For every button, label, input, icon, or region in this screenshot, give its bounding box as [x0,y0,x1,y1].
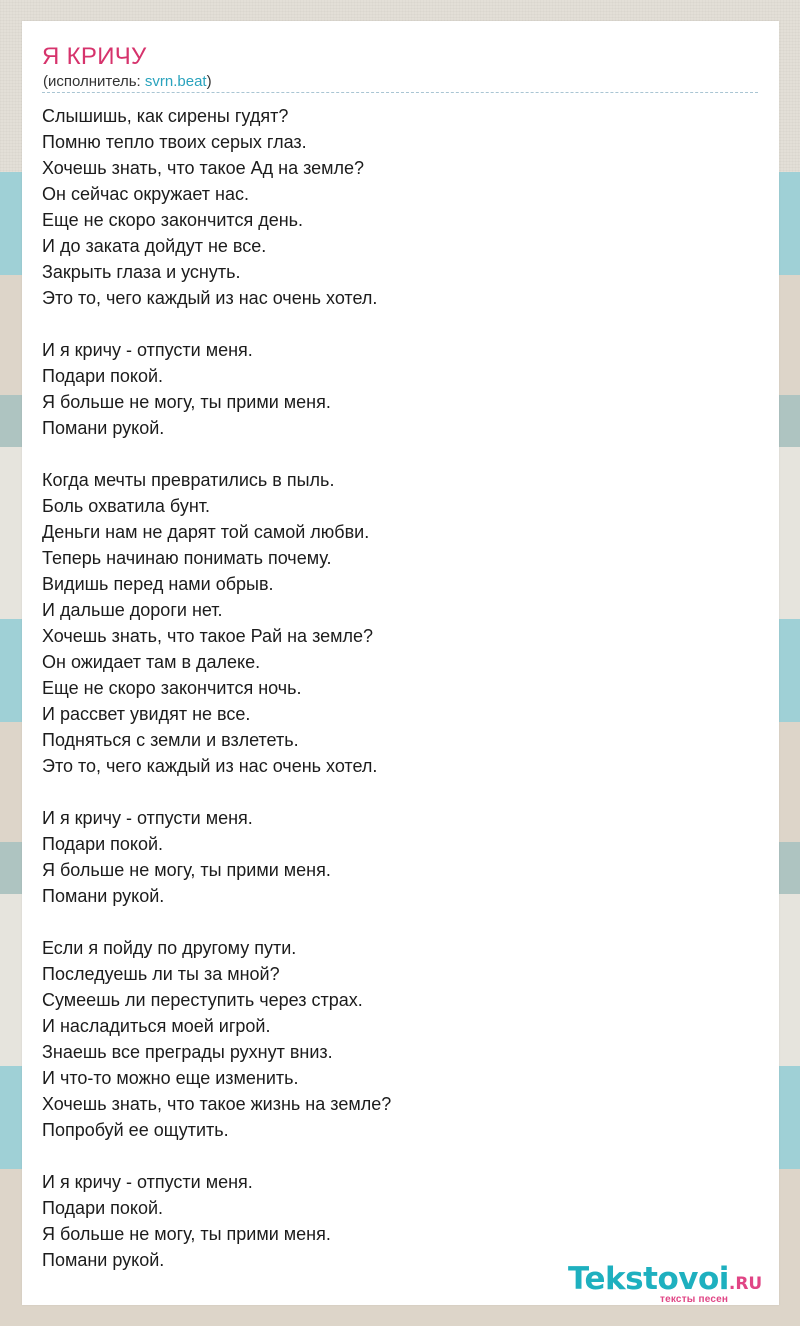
lyric-line: Теперь начинаю понимать почему. [42,548,332,568]
lyric-line: Деньги нам не дарят той самой любви. [42,522,370,542]
lyric-line: Помани рукой. [42,418,165,438]
lyric-line: Боль охватила бунт. [42,496,211,516]
lyric-line: Попробуй ее ощутить. [42,1120,229,1140]
lyrics-stanza [42,805,742,909]
lyric-line: Еще не скоро закончится ночь. [42,678,302,698]
song-title: Я КРИЧУ [42,43,147,70]
lyric-line: Это то, чего каждый из нас очень хотел. [42,756,378,776]
lyric-line: Хочешь знать, что такое Рай на земле? [42,626,374,646]
lyric-line: И я кричу - отпусти меня. [42,808,253,828]
lyric-line: Я больше не могу, ты прими меня. [42,392,331,412]
lyric-line: Хочешь знать, что такое Ад на земле? [42,158,365,178]
lyrics-stanza [42,337,742,441]
artist-prefix: (исполнитель: [43,73,145,90]
lyric-line: И до заката дойдут не все. [42,236,267,256]
logo-name: Tekstovoi [568,1261,729,1297]
artist-link[interactable]: svrn.beat [144,73,207,90]
lyric-line: Это то, чего каждый из нас очень хотел. [42,288,378,308]
lyric-line: Знаешь все преграды рухнут вниз. [42,1042,333,1062]
lyrics-body [42,103,742,1299]
lyric-line: И я кричу - отпусти меня. [42,340,253,360]
lyric-line: Еще не скоро закончится день. [42,210,304,230]
lyric-line: Я больше не могу, ты прими меня. [42,860,331,880]
lyric-line: Помани рукой. [42,886,165,906]
logo-wordmark [568,1261,762,1297]
lyrics-stanza [42,467,742,779]
lyrics-card [22,21,779,1305]
lyric-line: Подари покой. [42,1198,164,1218]
lyric-line: Хочешь знать, что такое жизнь на земле? [42,1094,392,1114]
lyrics-stanza [42,935,742,1143]
lyric-line: И дальше дороги нет. [42,600,223,620]
lyric-line: И что-то можно еще изменить. [42,1068,299,1088]
lyric-line: Закрыть глаза и уснуть. [42,262,241,282]
lyric-line: Помани рукой. [42,1250,165,1270]
lyrics-stanza [42,1169,742,1273]
logo-tagline: тексты песен [660,1294,729,1305]
lyric-line: Слышишь, как сирены гудят? [42,106,289,126]
lyric-line: Видишь перед нами обрыв. [42,574,274,594]
artist-line [43,73,212,90]
artist-suffix: ) [206,73,212,90]
lyric-line: Я больше не могу, ты прими меня. [42,1224,331,1244]
lyric-line: Если я пойду по другому пути. [42,938,297,958]
lyric-line: Подняться с земли и взлететь. [42,730,299,750]
lyric-line: Подари покой. [42,834,164,854]
lyric-line: Сумеешь ли переступить через страх. [42,990,363,1010]
lyric-line: Помню тепло твоих серых глаз. [42,132,307,152]
lyrics-stanza [42,103,742,311]
site-logo[interactable] [568,1261,778,1311]
dashed-divider [42,92,758,93]
lyric-line: И рассвет увидят не все. [42,704,251,724]
lyric-line: Он ожидает там в далеке. [42,652,261,672]
lyric-line: Он сейчас окружает нас. [42,184,249,204]
logo-tld: .RU [728,1274,763,1294]
lyric-line: Последуешь ли ты за мной? [42,964,280,984]
lyric-line: Когда мечты превратились в пыль. [42,470,335,490]
lyric-line: Подари покой. [42,366,164,386]
lyric-line: И я кричу - отпусти меня. [42,1172,253,1192]
lyric-line: И насладиться моей игрой. [42,1016,271,1036]
